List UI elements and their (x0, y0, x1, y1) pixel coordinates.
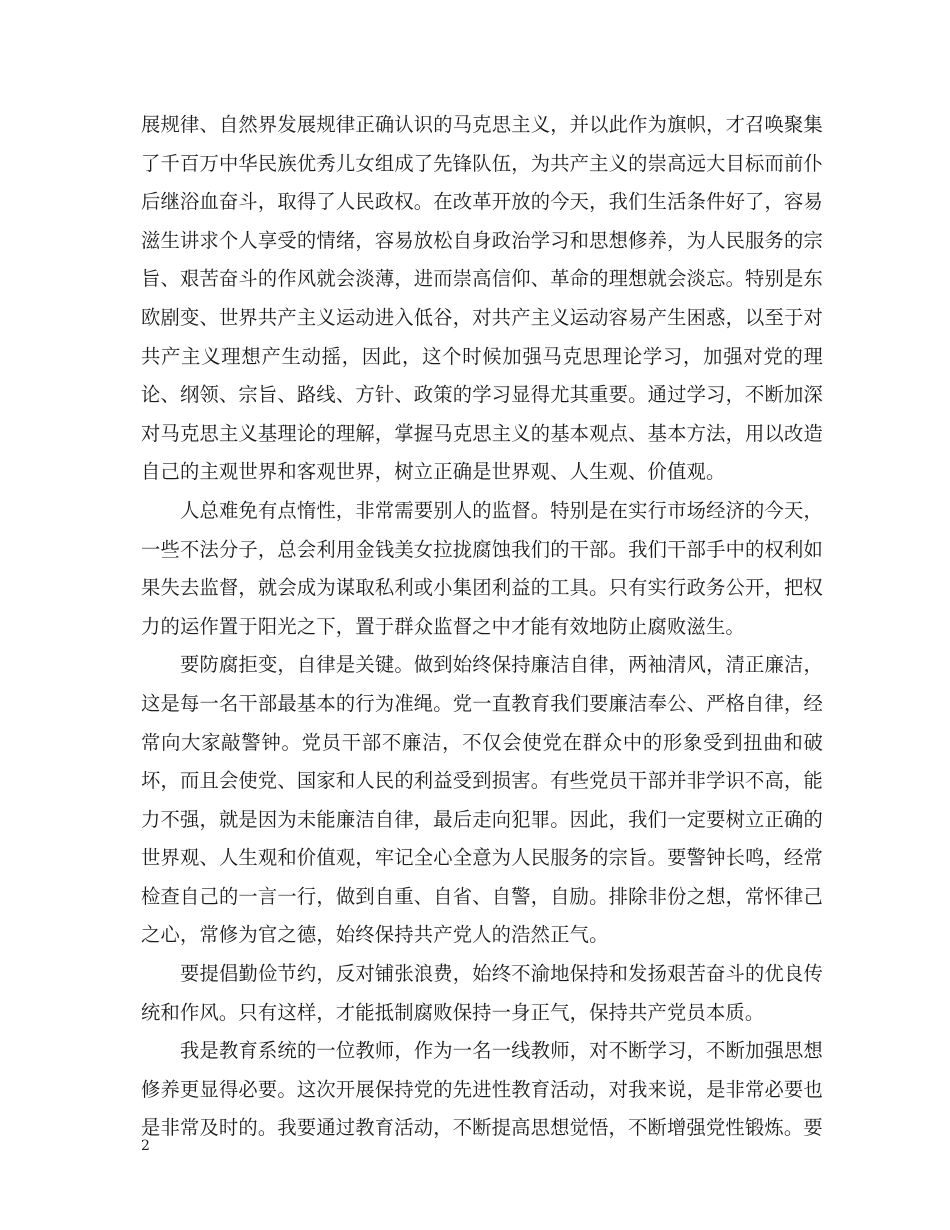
paragraph-teacher: 我是教育系统的一位教师，作为一名一线教师，对不断学习，不断加强思想修养更显得必要。这次开展保持党的先进性教育活动，对我来说，是非常必要也是非常及时的。我要通过教育活动，不断提高思想觉悟，不断增强党性锻炼。要 (141, 1039, 823, 1140)
paragraph-frugality: 要提倡勤俭节约，反对铺张浪费，始终不渝地保持和发扬艰苦奋斗的优良传统和作风。只有这样，才能抵制腐败保持一身正气，保持共产党员本质。 (141, 962, 823, 1024)
paragraph-continued: 展规律、自然界发展规律正确认识的马克思主义，并以此作为旗帜，才召唤聚集了千百万中华民族优秀儿女组成了先锋队伍，为共产主义的崇高远大目标而前仆后继浴血奋斗，取得了人民政权。在改革开放的今天，我们生活条件好了，容易滋生讲求个人享受的情绪，容易放松自身政治学习和思想修养，为人民服务的宗旨、艰苦奋斗的作风就会淡薄，进而崇高信仰、革命的理想就会淡忘。特别是东欧剧变、世界共产主义运动进入低谷，对共产主义运动容易产生困惑，以至于对共产主义理想产生动摇，因此，这个时候加强马克思理论学习，加强对党的理论、纲领、宗旨、路线、方针、政策的学习显得尤其重要。通过学习，不断加深对马克思主义基理论的理解，掌握马克思主义的基本观点、基本方法，用以改造自己的主观世界和客观世界，树立正确是世界观、人生观、价值观。 (141, 113, 823, 484)
document-body (141, 106, 823, 1148)
page-number: 2 (141, 1138, 150, 1154)
paragraph-supervision: 人总难免有点惰性，非常需要别人的监督。特别是在实行市场经济的今天，一些不法分子，总会利用金钱美女拉拢腐蚀我们的干部。我们干部手中的权利如果失去监督，就会成为谋取私利或小集团利益的工具。只有实行政务公开，把权力的运作置于阳光之下，置于群众监督之中才能有效地防止腐败滋生。 (141, 498, 823, 638)
paragraph-self-discipline: 要防腐拒变，自律是关键。做到始终保持廉洁自律，两袖清风，清正廉洁，这是每一名干部最基本的行为准绳。党一直教育我们要廉洁奉公、严格自律，经常向大家敲警钟。党员干部不廉洁，不仅会使党在群众中的形象受到扭曲和破坏，而且会使党、国家和人民的利益受到损害。有些党员干部并非学识不高，能力不强，就是因为未能廉洁自律，最后走向犯罪。因此，我们一定要树立正确的世界观、人生观和价值观，牢记全心全意为人民服务的宗旨。要警钟长鸣，经常检查自己的一言一行，做到自重、自省、自警，自励。排除非份之想，常怀律己之心，常修为官之德，始终保持共产党人的浩然正气。 (141, 653, 823, 947)
